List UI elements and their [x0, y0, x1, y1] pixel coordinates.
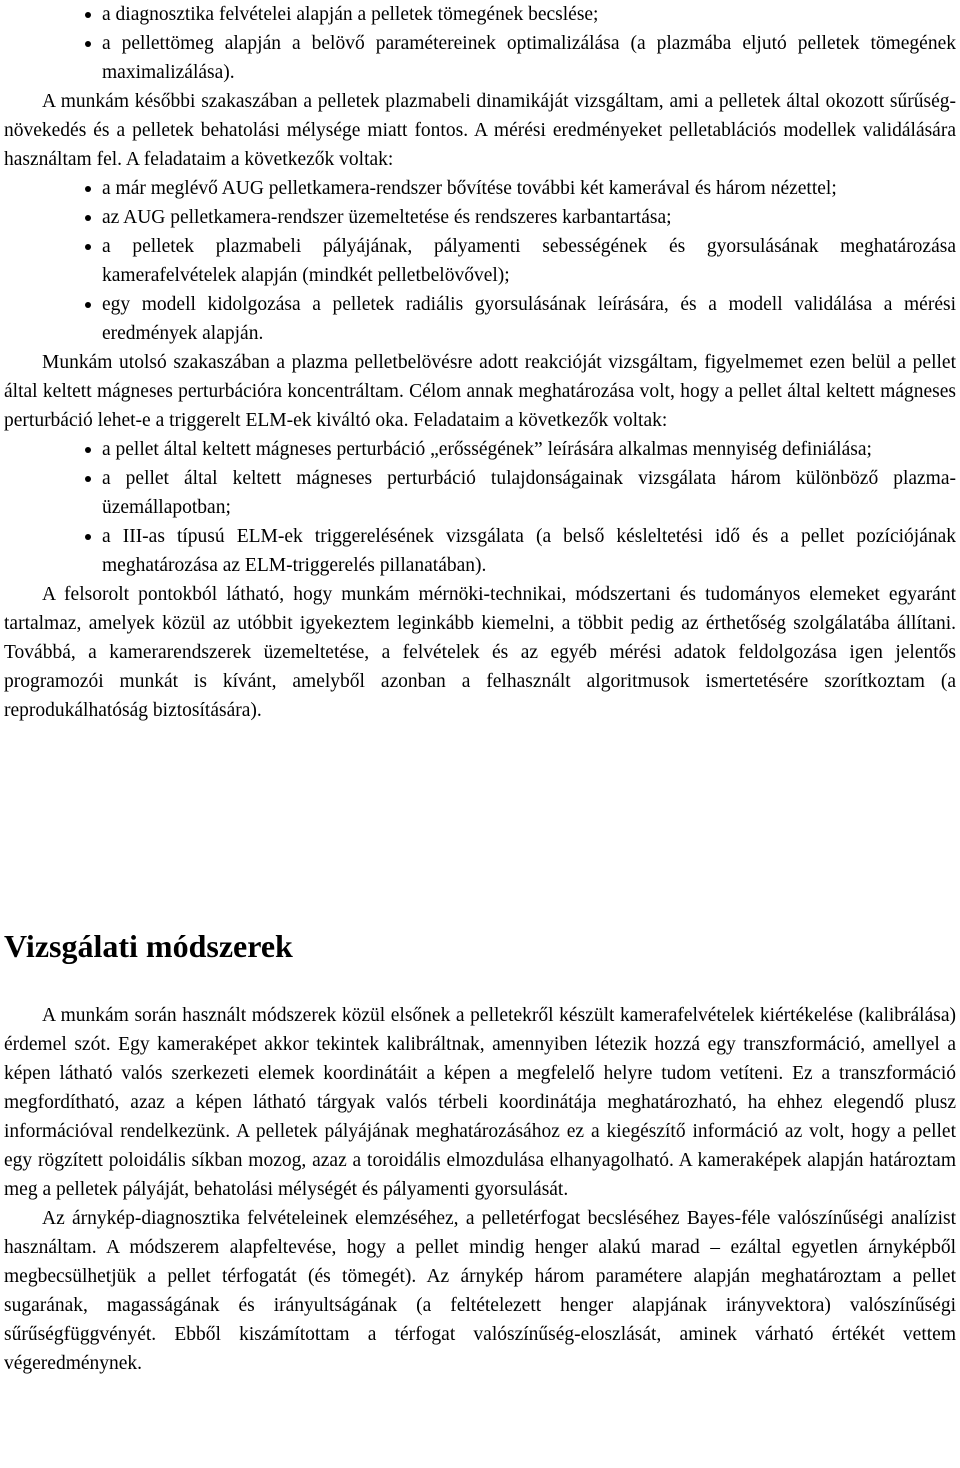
paragraph-methods-calibration: A munkám során használt módszerek közül elsőnek a pelletekről készült kamerafelvételek kiértékelése (kalibrálása) érdemel szót. Egy kameraképet akkor tekintek kalibráltnak, amennyiben létezik hozzá egy transzformáció, amellyel a képen látható valós szerkezeti elemek koordinátáit a képen a megfelelő helyre tudom vetíteni. Ez a transzformáció megfordítható, azaz a képen látható tárgyak valós térbeli koordinátája meghatározható, ha ehhez elegendő plusz információval rendelkezünk. A pelletek pályájának meghatározásához ez a kiegészítő információ az volt, hogy a pellet egy rögzített poloidális síkban mozog, azaz a toroidális elmozdulása elhanyagolható. A kameraképek alapján határoztam meg a pelletek pályáját, behatolási mélységét és pályamenti gyorsulását. [4, 1005, 956, 1200]
list-item [102, 203, 956, 232]
bullet-icon [85, 476, 91, 482]
list-item [102, 435, 956, 464]
list-item [102, 232, 956, 290]
list-item [102, 522, 956, 580]
list-item-text: a pellet által keltett mágneses perturbáció „erősségének” leírására alkalmas mennyiség definiálása; [102, 439, 872, 460]
list-item-text: a pellet által keltett mágneses perturbáció tulajdonságainak vizsgálata három különböző plazma-üzemállapotban; [102, 468, 956, 518]
list-item [102, 464, 956, 522]
list-item-text: a már meglévő AUG pelletkamera-rendszer bővítése további két kamerával és három nézettel; [102, 178, 837, 199]
list-item-text: a pellettömeg alapján a belövő paramétereinek optimalizálása (a plazmába eljutó pelletek tömegének maximalizálása). [102, 33, 956, 83]
section-tasks [4, 0, 956, 725]
list-item [102, 29, 956, 87]
paragraph-methods-bayes: Az árnykép-diagnosztika felvételeinek elemzéséhez, a pelletérfogat becsléséhez Bayes-féle valószínűségi analízist használtam. A módszerem alapfeltevése, hogy a pellet mindig henger alakú marad – ezáltal egyetlen árnyképből megbecsülhetjük a pellet térfogatát (és tömegét). Az árnykép három paramétere alapján meghatároztam a pellet sugarának, magasságának és irányultságának (a feltételezett henger alapjának irányvektora) valószínűségi sűrűségfüggvényét. Ebből kiszámítottam a térfogat valószínűség-eloszlását, aminek várható értékét vettem végeredménynek. [4, 1208, 956, 1374]
paragraph-elm: Munkám utolsó szakaszában a plazma pelletbelövésre adott reakcióját vizsgáltam, figyelmemet ezen belül a pellet által keltett mágneses perturbációra koncentráltam. Célom annak meghatározása volt, hogy a pellet által keltett mágneses perturbáció lehet-e a triggerelt ELM-ek kiváltó oka. Feladataim a következők voltak: [4, 352, 956, 431]
paragraph-dynamics: A munkám későbbi szakaszában a pelletek plazmabeli dinamikáját vizsgáltam, ami a pelletek által okozott sűrűség-növekedés és a pelletek behatolási mélysége miatt fontos. A mérési eredményeket pelletablációs modellek validálására használtam fel. A feladataim a következők voltak: [4, 91, 956, 170]
bullet-icon [85, 302, 91, 308]
list-item-text: egy modell kidolgozása a pelletek radiális gyorsulásának leírására, és a modell validálása a mérési eredmények alapján. [102, 294, 956, 344]
section-heading: Vizsgálati módszerek [4, 928, 293, 964]
bullet-icon [85, 447, 91, 453]
section-methods [4, 1001, 956, 1378]
paragraph-summary: A felsorolt pontokból látható, hogy munkám mérnöki-technikai, módszertani és tudományos elemeket egyaránt tartalmaz, amelyek közül az utóbbit igyekeztem leginkább kiemelni, a többit pedig az érthetőség szolgálatába állítani. Továbbá, a kamerarendszerek üzemeltetése, a felvételek és az egyéb mérési adatok feldolgozása igen jelentős programozói munkát is kívánt, amelyből azonban a felhasznált algoritmusok ismertetésére szorítkoztam (a reprodukálhatóság biztosítására). [4, 584, 956, 721]
list-item-text: a III-as típusú ELM-ek triggerelésének vizsgálata (a belső késleltetési idő és a pellet pozíciójának meghatározása az ELM-triggerelés pillanatában). [102, 526, 956, 576]
list-item-text: a pelletek plazmabeli pályájának, pályamenti sebességének és gyorsulásának meghatározása kamerafelvételek alapján (mindkét pelletbelövővel); [102, 236, 956, 286]
bullet-icon [85, 41, 91, 47]
bullet-icon [85, 534, 91, 540]
elm-bullet-list [4, 435, 956, 580]
list-item [102, 174, 956, 203]
bullet-icon [85, 186, 91, 192]
mass-estimation-bullet-list [4, 0, 956, 87]
bullet-icon [85, 12, 91, 18]
bullet-icon [85, 215, 91, 221]
bullet-icon [85, 244, 91, 250]
list-item-text: az AUG pelletkamera-rendszer üzemeltetése és rendszeres karbantartása; [102, 207, 672, 228]
dynamics-bullet-list [4, 174, 956, 348]
list-item-text: a diagnosztika felvételei alapján a pelletek tömegének becslése; [102, 4, 599, 25]
section-heading-block [4, 926, 956, 966]
list-item [102, 290, 956, 348]
list-item [102, 0, 956, 29]
